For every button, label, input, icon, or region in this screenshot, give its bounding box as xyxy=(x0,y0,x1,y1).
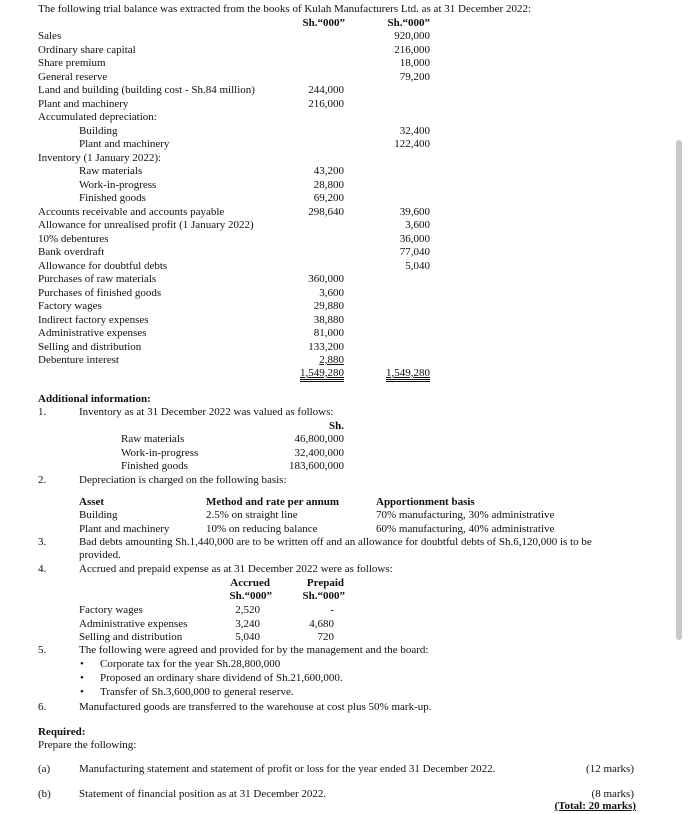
board-decision-item: • Corporate tax for the year Sh.28,800,000 xyxy=(100,658,280,672)
inventory-row-value: 32,400,000 xyxy=(294,446,344,459)
acc-header-prepaid: Prepaid xyxy=(306,577,344,589)
tb-row-label: Factory wages xyxy=(38,300,102,312)
tb-row-credit: 18,000 xyxy=(399,57,430,69)
total-marks: (Total: 20 marks) xyxy=(554,800,636,812)
tb-row-credit: 216,000 xyxy=(394,43,430,56)
tb-row-label: Accumulated depreciation: xyxy=(38,111,157,123)
tb-row-label: Accounts receivable and accounts payable xyxy=(38,205,225,218)
tb-row-label: 10% debentures xyxy=(38,232,109,245)
required-b-text: Statement of financial position as at 31 December 2022. xyxy=(79,788,327,800)
acc-row-label: Factory wages xyxy=(79,604,143,616)
item2-text: Depreciation is charged on the following basis: xyxy=(79,474,287,486)
tb-row-label: General reserve xyxy=(38,70,108,83)
required-a-text: Manufacturing statement and statement of profit or loss for the year ended 31 December 2022. xyxy=(79,763,496,775)
tb-row-credit: 77,040 xyxy=(399,246,430,258)
acc-row-label: Administrative expenses xyxy=(79,617,188,630)
tb-row-label: Allowance for doubtful debts xyxy=(38,259,168,272)
tb-row-label: Share premium xyxy=(38,57,106,69)
dep-row-asset: Building xyxy=(79,509,118,521)
item4-text: Accrued and prepaid expense as at 31 December 2022 were as follows: xyxy=(79,563,393,575)
item-number-1: 1. xyxy=(38,406,47,418)
tb-col-header-debit: Sh.“000” xyxy=(302,17,345,29)
tb-row-debit: 3,600 xyxy=(319,286,344,299)
item-number-5: 5. xyxy=(38,644,47,656)
tb-row-label: Ordinary share capital xyxy=(38,43,136,56)
tb-col-header-credit: Sh.“000” xyxy=(387,17,430,29)
acc-row-accrued: 5,040 xyxy=(235,631,260,643)
inventory-row-value: 183,600,000 xyxy=(289,460,344,472)
dep-header-asset: Asset xyxy=(79,496,105,508)
tb-row-debit: 29,880 xyxy=(313,300,344,312)
acc-row-prepaid: - xyxy=(330,604,334,616)
acc-unit-prepaid: Sh.“000” xyxy=(302,590,345,602)
tb-row-credit: 39,600 xyxy=(399,205,430,218)
item-number-3: 3. xyxy=(38,536,47,548)
inventory-col-header: Sh. xyxy=(329,420,344,432)
tb-row-credit: 122,400 xyxy=(394,138,430,150)
dep-row-basis: 70% manufacturing, 30% administrative xyxy=(376,509,555,521)
required-b-marks: (8 marks) xyxy=(591,788,634,800)
acc-row-prepaid: 720 xyxy=(317,631,334,643)
tb-row-credit: 36,000 xyxy=(399,232,430,245)
tb-row-debit: 38,880 xyxy=(313,313,344,326)
dep-row-basis: 60% manufacturing, 40% administrative xyxy=(376,522,555,535)
item3-line1: Bad debts amounting Sh.1,440,000 are to be written off and an allowance for doubtful debts of Sh.6,120,000 is to be xyxy=(79,536,592,548)
required-a-marks: (12 marks) xyxy=(586,763,634,775)
tb-row-debit: 244,000 xyxy=(308,84,344,96)
tb-row-label: Selling and distribution xyxy=(38,340,142,353)
intro-text: The following trial balance was extracted from the books of Kulah Manufacturers Ltd. as at 31 December 2022: xyxy=(38,3,531,15)
item-number-6: 6. xyxy=(38,701,47,713)
tb-row-label: Plant and machinery xyxy=(79,138,170,150)
tb-row-label: Purchases of raw materials xyxy=(38,273,157,285)
dep-header-basis: Apportionment basis xyxy=(376,496,475,508)
tb-total-debit: 1,549,280 xyxy=(280,367,344,381)
item-number-2: 2. xyxy=(38,474,47,486)
tb-row-label: Inventory (1 January 2022): xyxy=(38,151,162,164)
tb-row-label: Debenture interest xyxy=(38,354,119,366)
inventory-row-label: Finished goods xyxy=(121,460,188,472)
tb-row-label: Land and building (building cost - Sh.84 million) xyxy=(38,84,255,96)
inventory-row-value: 46,800,000 xyxy=(294,433,344,445)
tb-row-debit: 360,000 xyxy=(308,273,344,285)
tb-row-debit: 2,880 xyxy=(319,354,344,366)
item6-text: Manufactured goods are transferred to the warehouse at cost plus 50% mark-up. xyxy=(79,701,432,713)
item5-text: The following were agreed and provided for by the management and the board: xyxy=(79,644,429,656)
additional-info-heading: Additional information: xyxy=(38,393,151,405)
dep-row-method: 10% on reducing balance xyxy=(206,522,318,535)
item1-text: Inventory as at 31 December 2022 was valued as follows: xyxy=(79,406,334,418)
tb-row-debit: 28,800 xyxy=(313,178,344,191)
dep-header-method: Method and rate per annum xyxy=(206,496,340,508)
board-decision-item: • Proposed an ordinary share dividend of Sh.21,600,000. xyxy=(100,672,343,686)
tb-row-label: Purchases of finished goods xyxy=(38,286,162,299)
acc-row-accrued: 2,520 xyxy=(235,604,260,616)
acc-header-accrued: Accrued xyxy=(230,577,270,589)
required-heading: Required: xyxy=(38,726,86,738)
vertical-scrollbar[interactable] xyxy=(676,140,682,640)
tb-row-credit: 920,000 xyxy=(394,30,430,42)
board-decision-item: • Transfer of Sh.3,600,000 to general reserve. xyxy=(100,686,294,700)
dep-row-asset: Plant and machinery xyxy=(79,522,170,535)
acc-row-prepaid: 4,680 xyxy=(309,617,334,630)
required-subtext: Prepare the following: xyxy=(38,739,137,751)
tb-row-label: Indirect factory expenses xyxy=(38,313,149,326)
item-number-4: 4. xyxy=(38,563,47,575)
acc-row-accrued: 3,240 xyxy=(235,617,260,630)
tb-row-debit: 81,000 xyxy=(313,327,344,339)
required-b-label: (b) xyxy=(38,788,51,800)
acc-row-label: Selling and distribution xyxy=(79,631,183,643)
tb-row-label: Raw materials xyxy=(79,165,143,177)
tb-row-label: Bank overdraft xyxy=(38,246,105,258)
item3-line2: provided. xyxy=(79,549,121,561)
tb-row-debit: 43,200 xyxy=(313,165,344,177)
tb-row-label: Finished goods xyxy=(79,192,146,204)
acc-unit-accrued: Sh.“000” xyxy=(229,590,272,602)
tb-row-credit: 79,200 xyxy=(399,70,430,83)
tb-row-debit: 133,200 xyxy=(308,340,344,353)
tb-row-debit: 216,000 xyxy=(308,97,344,110)
tb-row-debit: 298,640 xyxy=(308,205,344,218)
inventory-row-label: Work-in-progress xyxy=(121,446,199,459)
dep-row-method: 2.5% on straight line xyxy=(206,509,298,521)
tb-row-credit: 3,600 xyxy=(405,219,430,231)
tb-row-debit: 69,200 xyxy=(313,192,344,204)
tb-row-label: Plant and machinery xyxy=(38,97,129,110)
required-a-label: (a) xyxy=(38,763,51,775)
tb-row-credit: 5,040 xyxy=(405,259,430,272)
tb-row-label: Work-in-progress xyxy=(79,178,157,191)
inventory-row-label: Raw materials xyxy=(121,433,185,445)
tb-row-label: Administrative expenses xyxy=(38,327,147,339)
tb-row-label: Building xyxy=(79,124,118,137)
tb-row-credit: 32,400 xyxy=(399,124,430,137)
tb-total-credit: 1,549,280 xyxy=(364,367,430,381)
tb-row-label: Sales xyxy=(38,30,62,42)
tb-row-label: Allowance for unrealised profit (1 January 2022) xyxy=(38,219,254,231)
